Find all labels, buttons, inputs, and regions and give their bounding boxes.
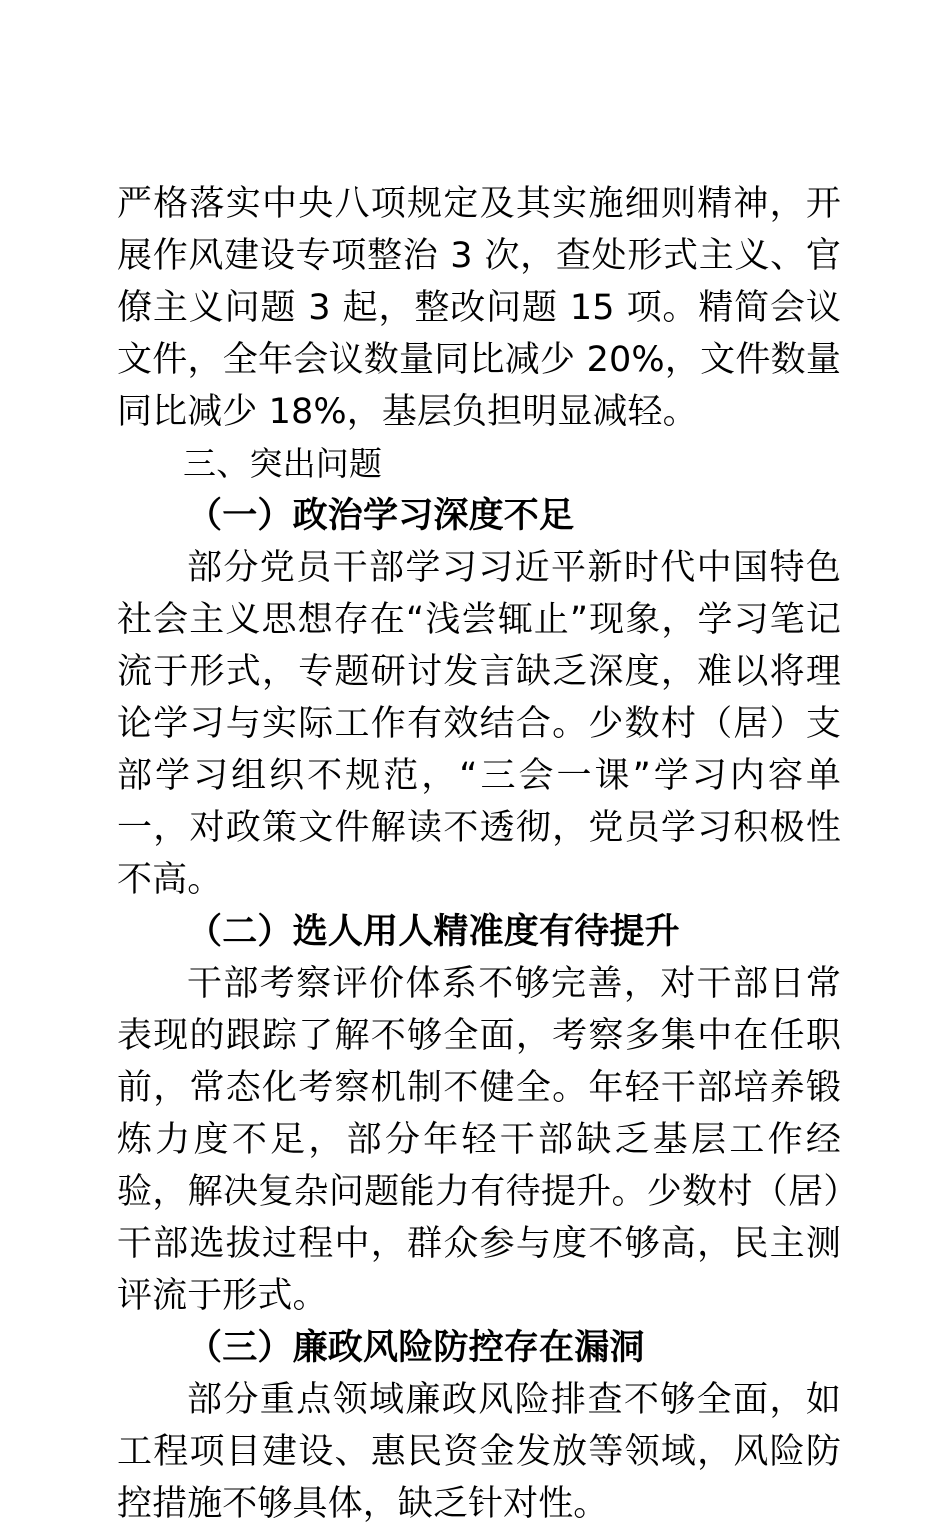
paragraph-personnel-selection-body: 干部考察评价体系不够完善，对干部日常表现的跟踪了解不够全面，考察多集中在任职前，常态化考察机制不健全。年轻干部培养锻炼力度不足，部分年轻干部缺乏基层工作经验，解决复杂问题能力有待提升。少数村（居）干部选拔过程中，群众参与度不够高，民主测评流于形式。 bbox=[117, 964, 841, 1316]
sub-heading-integrity-risk: （三）廉政风险防控存在漏洞 bbox=[187, 1328, 645, 1368]
sub-heading-personnel-selection: （二）选人用人精准度有待提升 bbox=[187, 912, 680, 952]
paragraph-integrity-risk-body: 部分重点领域廉政风险排查不够全面，如工程项目建设、惠民资金发放等领域，风险防控措施不够具体，缺乏针对性。 bbox=[117, 1380, 841, 1524]
sub-heading-political-study: （一）政治学习深度不足 bbox=[187, 496, 575, 536]
document-text-column bbox=[117, 178, 841, 1530]
section-heading-prominent-problems: 三、突出问题 bbox=[183, 444, 383, 483]
paragraph-achievements-continued: 严格落实中央八项规定及其实施细则精神，开展作风建设专项整治 3 次，查处形式主义、官僚主义问题 3 起，整改问题 15 项。精简会议文件，全年会议数量同比减少 20%，文件数量同比减少 18%，基层负担明显减轻。 bbox=[117, 184, 841, 432]
paragraph-political-study-body: 部分党员干部学习习近平新时代中国特色社会主义思想存在“浅尝辄止”现象，学习笔记流于形式，专题研讨发言缺乏深度，难以将理论学习与实际工作有效结合。少数村（居）支部学习组织不规范，“三会一课”学习内容单一，对政策文件解读不透彻，党员学习积极性不高。 bbox=[117, 548, 841, 900]
